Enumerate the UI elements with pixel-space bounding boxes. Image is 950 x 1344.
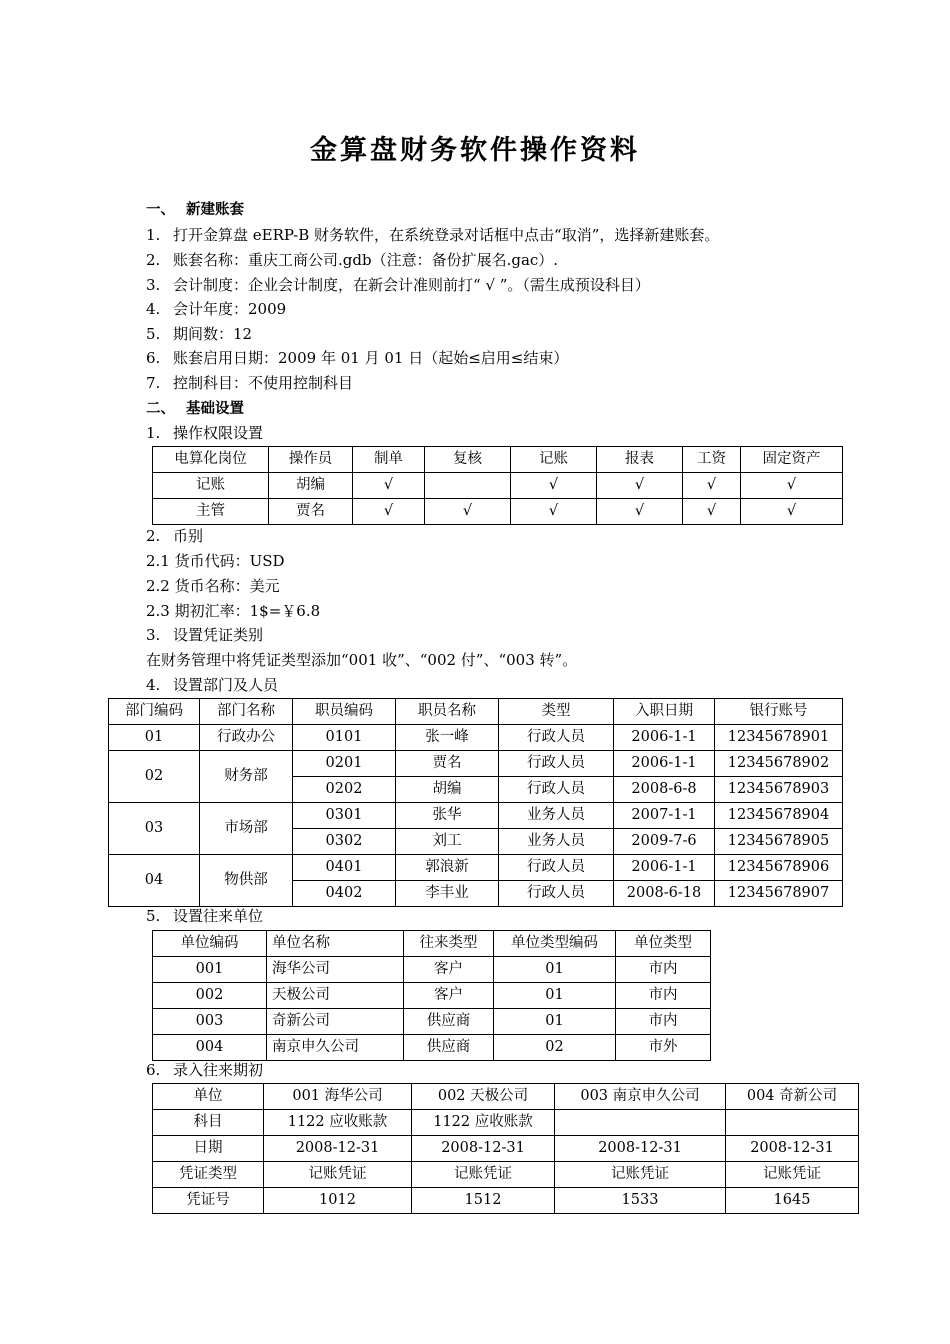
item-number: 6. xyxy=(146,349,161,367)
list-item xyxy=(146,249,558,271)
item-text: 打开金算盘 eERP-B 财务软件，在系统登录对话框中点击“取消”，选择新建账套。 xyxy=(173,226,720,244)
table-row xyxy=(153,1110,859,1136)
header-cell: 部门编码 xyxy=(109,699,200,725)
table-cell: 记账凭证 xyxy=(726,1162,859,1188)
header-cell: 单位类型编码 xyxy=(494,931,616,957)
item-text: 会计年度：2009 xyxy=(173,300,287,318)
header-cell: 单位类型 xyxy=(616,931,711,957)
header-cell: 电算化岗位 xyxy=(153,447,269,473)
dept-name-cell: 市场部 xyxy=(200,803,293,855)
subsection-heading xyxy=(146,674,278,696)
subsection-heading xyxy=(146,1059,263,1081)
table-cell: 业务人员 xyxy=(499,803,614,829)
item-number: 6. xyxy=(146,1061,161,1079)
table-row xyxy=(153,983,711,1009)
table-cell: 市内 xyxy=(616,983,711,1009)
table-cell: √ xyxy=(511,473,597,499)
table-cell: 贾名 xyxy=(396,751,499,777)
table-cell: 李丰业 xyxy=(396,881,499,907)
table-cell: 003 南京申久公司 xyxy=(555,1084,726,1110)
table-cell: 0302 xyxy=(293,829,396,855)
table-cell: 行政人员 xyxy=(499,777,614,803)
dept-name-cell: 物供部 xyxy=(200,855,293,907)
item-text: 设置凭证类别 xyxy=(173,626,264,644)
table-cell: 记账凭证 xyxy=(264,1162,412,1188)
table-cell: 2006-1-1 xyxy=(614,751,715,777)
table-cell: √ xyxy=(741,473,843,499)
table-cell: 行政人员 xyxy=(499,725,614,751)
table-cell: 2006-1-1 xyxy=(614,855,715,881)
permission-table xyxy=(152,446,843,525)
table-cell: 客户 xyxy=(404,957,494,983)
table-cell: 12345678902 xyxy=(715,751,843,777)
table-cell: 天极公司 xyxy=(267,983,404,1009)
table-cell: 12345678904 xyxy=(715,803,843,829)
table-cell: 12345678906 xyxy=(715,855,843,881)
item-number: 3. xyxy=(146,276,161,294)
header-cell: 类型 xyxy=(499,699,614,725)
table-cell: 2007-1-1 xyxy=(614,803,715,829)
table-cell: √ xyxy=(597,499,683,525)
section-heading-1 xyxy=(146,199,244,221)
row-label-cell: 日期 xyxy=(153,1136,264,1162)
table-cell: 奇新公司 xyxy=(267,1009,404,1035)
item-number: 3. xyxy=(146,626,161,644)
section-heading-2 xyxy=(146,398,244,420)
header-cell: 往来类型 xyxy=(404,931,494,957)
table-cell: 12345678901 xyxy=(715,725,843,751)
table-cell: 2008-12-31 xyxy=(555,1136,726,1162)
table-cell: 2008-12-31 xyxy=(264,1136,412,1162)
table-cell: 市内 xyxy=(616,957,711,983)
dept-code-cell: 04 xyxy=(109,855,200,907)
table-cell: 2006-1-1 xyxy=(614,725,715,751)
item-text: 币别 xyxy=(173,527,204,545)
dept-code-cell: 01 xyxy=(109,725,200,751)
dept-name-cell: 行政办公 xyxy=(200,725,293,751)
table-cell: 市内 xyxy=(616,1009,711,1035)
subsection-heading xyxy=(146,422,263,444)
item-text: 账套名称：重庆工商公司.gdb（注意：备份扩展名.gac）. xyxy=(173,251,559,269)
item-text: 会计制度：企业会计制度，在新会计准则前打“ √ ”。（需生成预设科目） xyxy=(173,276,650,294)
table-cell: 0401 xyxy=(293,855,396,881)
table-cell: 01 xyxy=(494,1009,616,1035)
table-cell: √ xyxy=(597,473,683,499)
table-cell: 0301 xyxy=(293,803,396,829)
table-cell: √ xyxy=(353,473,425,499)
table-cell: 01 xyxy=(494,983,616,1009)
list-item xyxy=(146,323,252,345)
table-cell: 记账凭证 xyxy=(412,1162,555,1188)
table-cell: 供应商 xyxy=(404,1009,494,1035)
header-cell: 职员编码 xyxy=(293,699,396,725)
row-label-cell: 凭证类型 xyxy=(153,1162,264,1188)
table-cell: 002 xyxy=(153,983,267,1009)
table-cell: 供应商 xyxy=(404,1035,494,1061)
table-cell: 1122 应收账款 xyxy=(412,1110,555,1136)
table-cell: 胡编 xyxy=(396,777,499,803)
table-cell: 0201 xyxy=(293,751,396,777)
table-row xyxy=(109,803,843,829)
item-text: 操作权限设置 xyxy=(173,424,264,442)
currency-line: 2.2 货币名称：美元 xyxy=(146,577,280,595)
table-row xyxy=(153,1084,859,1110)
table-cell: 行政人员 xyxy=(499,881,614,907)
list-item xyxy=(146,347,568,369)
list-item xyxy=(146,274,650,296)
subsection-heading xyxy=(146,624,263,646)
table-cell: 1012 xyxy=(264,1188,412,1214)
header-cell: 记账 xyxy=(511,447,597,473)
item-number: 5. xyxy=(146,325,161,343)
dept-code-cell: 03 xyxy=(109,803,200,855)
table-cell xyxy=(425,473,511,499)
currency-line: 2.1 货币代码：USD xyxy=(146,552,285,570)
currency-line: 2.3 期初汇率：1$=￥6.8 xyxy=(146,602,321,620)
row-label-cell: 单位 xyxy=(153,1084,264,1110)
table-cell: 0101 xyxy=(293,725,396,751)
table-header-row xyxy=(153,447,843,473)
table-cell: 海华公司 xyxy=(267,957,404,983)
header-cell: 单位名称 xyxy=(267,931,404,957)
header-cell: 部门名称 xyxy=(200,699,293,725)
header-cell: 操作员 xyxy=(269,447,353,473)
item-number: 7. xyxy=(146,374,161,392)
table-cell: 张一峰 xyxy=(396,725,499,751)
table-cell: 2008-12-31 xyxy=(412,1136,555,1162)
table-cell: 12345678907 xyxy=(715,881,843,907)
table-cell: 004 奇新公司 xyxy=(726,1084,859,1110)
table-cell: 0402 xyxy=(293,881,396,907)
table-cell: 02 xyxy=(494,1035,616,1061)
row-label-cell: 科目 xyxy=(153,1110,264,1136)
item-number: 2. xyxy=(146,251,161,269)
list-item xyxy=(146,372,353,394)
table-cell: 胡编 xyxy=(269,473,353,499)
table-cell: 001 海华公司 xyxy=(264,1084,412,1110)
table-cell: √ xyxy=(425,499,511,525)
table-cell: 业务人员 xyxy=(499,829,614,855)
item-number: 4. xyxy=(146,676,161,694)
table-row xyxy=(153,473,843,499)
item-text: 设置往来单位 xyxy=(173,907,264,925)
table-header-row xyxy=(109,699,843,725)
table-cell: 客户 xyxy=(404,983,494,1009)
item-text: 录入往来期初 xyxy=(173,1061,264,1079)
item-number: 4. xyxy=(146,300,161,318)
table-header-row xyxy=(153,931,711,957)
table-row xyxy=(109,751,843,777)
table-cell: 004 xyxy=(153,1035,267,1061)
table-row xyxy=(153,1009,711,1035)
table-cell: 刘工 xyxy=(396,829,499,855)
item-text: 控制科目：不使用控制科目 xyxy=(173,374,354,392)
table-cell: 行政人员 xyxy=(499,751,614,777)
table-cell: 1645 xyxy=(726,1188,859,1214)
table-cell: 001 xyxy=(153,957,267,983)
table-cell: √ xyxy=(353,499,425,525)
table-cell: 002 天极公司 xyxy=(412,1084,555,1110)
table-cell: 1533 xyxy=(555,1188,726,1214)
item-text: 期间数：12 xyxy=(173,325,253,343)
table-cell: 贾名 xyxy=(269,499,353,525)
header-cell: 银行账号 xyxy=(715,699,843,725)
header-cell: 固定资产 xyxy=(741,447,843,473)
table-row xyxy=(153,1188,859,1214)
header-cell: 职员名称 xyxy=(396,699,499,725)
table-cell: 1122 应收账款 xyxy=(264,1110,412,1136)
table-cell xyxy=(726,1110,859,1136)
table-row xyxy=(153,1162,859,1188)
table-cell: √ xyxy=(741,499,843,525)
table-cell: 1512 xyxy=(412,1188,555,1214)
dept-code-cell: 02 xyxy=(109,751,200,803)
item-number: 1. xyxy=(146,226,161,244)
header-cell: 入职日期 xyxy=(614,699,715,725)
table-row xyxy=(109,855,843,881)
table-cell: √ xyxy=(683,473,741,499)
header-cell: 工资 xyxy=(683,447,741,473)
table-cell: 行政人员 xyxy=(499,855,614,881)
table-cell: 12345678905 xyxy=(715,829,843,855)
table-cell: 张华 xyxy=(396,803,499,829)
subsection-heading xyxy=(146,905,263,927)
row-label-cell: 凭证号 xyxy=(153,1188,264,1214)
table-cell: 2009-7-6 xyxy=(614,829,715,855)
header-cell: 报表 xyxy=(597,447,683,473)
section-number: 一、 xyxy=(146,202,175,218)
section-title: 新建账套 xyxy=(186,202,244,218)
item-number: 1. xyxy=(146,424,161,442)
voucher-note: 在财务管理中将凭证类型添加“001 收”、“002 付”、“003 转”。 xyxy=(146,651,578,669)
dept-name-cell: 财务部 xyxy=(200,751,293,803)
units-table xyxy=(152,930,711,1061)
table-cell: √ xyxy=(511,499,597,525)
item-text: 账套启用日期：2009 年 01 月 01 日（起始≤启用≤结束） xyxy=(173,349,569,367)
table-cell: 12345678903 xyxy=(715,777,843,803)
table-cell: 01 xyxy=(494,957,616,983)
table-cell: 2008-6-8 xyxy=(614,777,715,803)
table-row xyxy=(109,725,843,751)
table-cell: 市外 xyxy=(616,1035,711,1061)
table-cell: 郭浪新 xyxy=(396,855,499,881)
header-cell: 制单 xyxy=(353,447,425,473)
table-cell: 南京申久公司 xyxy=(267,1035,404,1061)
table-row xyxy=(153,499,843,525)
table-cell: √ xyxy=(683,499,741,525)
table-cell: 2008-6-18 xyxy=(614,881,715,907)
table-cell: 记账 xyxy=(153,473,269,499)
table-cell: 0202 xyxy=(293,777,396,803)
table-cell: 主管 xyxy=(153,499,269,525)
header-cell: 单位编码 xyxy=(153,931,267,957)
table-cell: 记账凭证 xyxy=(555,1162,726,1188)
department-table xyxy=(108,698,843,907)
table-cell: 003 xyxy=(153,1009,267,1035)
item-text: 设置部门及人员 xyxy=(173,676,279,694)
table-row xyxy=(153,1035,711,1061)
subsection-heading xyxy=(146,525,203,547)
section-number: 二、 xyxy=(146,401,175,417)
list-item xyxy=(146,224,719,246)
section-title: 基础设置 xyxy=(186,401,244,417)
opening-balance-table xyxy=(152,1083,859,1214)
item-number: 5. xyxy=(146,907,161,925)
item-number: 2. xyxy=(146,527,161,545)
table-cell xyxy=(555,1110,726,1136)
header-cell: 复核 xyxy=(425,447,511,473)
document-title: 金算盘财务软件操作资料 xyxy=(310,135,640,166)
table-row xyxy=(153,1136,859,1162)
list-item xyxy=(146,298,286,320)
table-cell: 2008-12-31 xyxy=(726,1136,859,1162)
table-row xyxy=(153,957,711,983)
